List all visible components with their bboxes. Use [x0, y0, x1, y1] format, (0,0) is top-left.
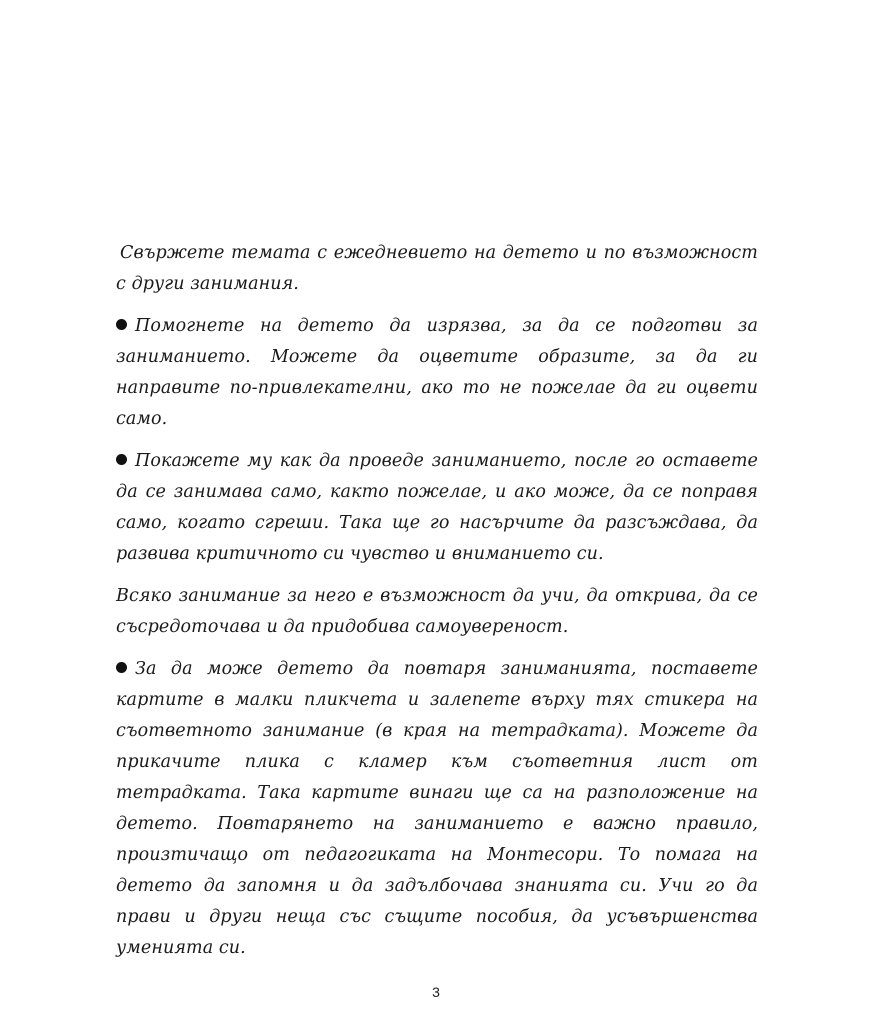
bullet-icon	[116, 319, 127, 330]
paragraph-text: Свържете темата с ежедневието на детето и по възможност с други занимания.	[116, 243, 758, 294]
paragraph-context	[116, 238, 758, 300]
paragraph-text: Всяко занимание за него е възможност да учи, да открива, да се съсредоточава и да придобива самоувереност.	[116, 586, 758, 637]
bullet-icon	[116, 454, 127, 465]
paragraph-opportunity	[116, 581, 758, 643]
paragraph-text: Покажете му как да проведе заниманието, после го оставете да се занимава само, както пожелае, и ако може, да се поправя само, когато сгреши. Така ще го насърчите да разсъждава, да развива критичното си чувство и вниманието си.	[116, 451, 758, 564]
paragraph-cutting	[116, 311, 758, 435]
paragraph-text: Помогнете на детето да изрязва, за да се подготви за заниманието. Можете да оцветите образите, за да ги направите по-привлекателни, ако то не пожелае да ги оцвети само.	[116, 316, 758, 429]
bullet-icon	[116, 662, 127, 673]
paragraph-demonstrate	[116, 446, 758, 570]
body-text	[116, 238, 758, 975]
paragraph-repetition	[116, 654, 758, 964]
paragraph-text: За да може детето да повтаря заниманията, поставете картите в малки пликчета и залепете върху тях стикера на съответното занимание (в края на тетрадката). Можете да прикачите плика с кламер към съответния лист от тетрадката. Така картите винаги ще са на разположение на детето. Повтарянето на заниманието е важно правило, произтичащо от педагогиката на Монтесори. То помага на детето да запомня и да задълбочава знанията си. Учи го да прави и други неща със същите пособия, да усъвършенства уменията си.	[116, 659, 758, 958]
page-number: 3	[432, 984, 440, 1000]
